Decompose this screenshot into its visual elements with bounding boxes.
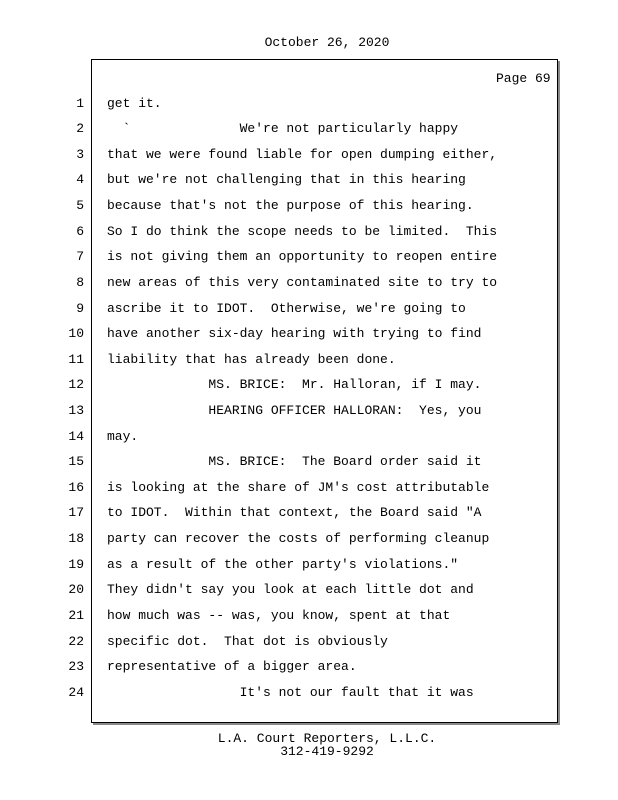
line-number-23: 23 — [68, 659, 84, 674]
transcript-line-19: as a result of the other party's violations." — [107, 557, 459, 572]
transcript-line-22: specific dot. That dot is obviously — [107, 634, 388, 649]
line-number-6: 6 — [76, 224, 84, 239]
line-number-17: 17 — [68, 505, 84, 520]
transcript-line-16: is looking at the share of JM's cost attributable — [107, 480, 490, 495]
line-number-2: 2 — [76, 121, 84, 136]
line-number-9: 9 — [76, 301, 84, 316]
line-number-13: 13 — [68, 403, 84, 418]
line-number-11: 11 — [68, 352, 84, 367]
transcript-line-14: may. — [107, 429, 139, 444]
line-number-7: 7 — [76, 249, 84, 264]
transcript-line-8: new areas of this very contaminated site to try to — [107, 275, 498, 290]
line-number-16: 16 — [68, 480, 84, 495]
transcript-line-3: that we were found liable for open dumping either, — [107, 147, 498, 162]
transcript-line-12: MS. BRICE: Mr. Halloran, if I may. — [107, 377, 482, 392]
line-number-15: 15 — [68, 454, 84, 469]
line-number-12: 12 — [68, 377, 84, 392]
transcript-line-9: ascribe it to IDOT. Otherwise, we're going to — [107, 301, 466, 316]
line-number-14: 14 — [68, 429, 84, 444]
transcript-line-5: because that's not the purpose of this hearing. — [107, 198, 474, 213]
line-number-8: 8 — [76, 275, 84, 290]
transcript-line-2: ` We're not particularly happy — [107, 121, 459, 136]
reporter-phone: 312-419-9292 — [280, 744, 374, 759]
line-number-5: 5 — [76, 198, 84, 213]
line-number-18: 18 — [68, 531, 84, 546]
transcript-line-18: party can recover the costs of performing cleanup — [107, 531, 490, 546]
transcript-line-20: They didn't say you look at each little dot and — [107, 582, 474, 597]
transcript-line-17: to IDOT. Within that context, the Board said "A — [107, 505, 482, 520]
transcript-line-11: liability that has already been done. — [107, 352, 396, 367]
transcript-line-15: MS. BRICE: The Board order said it — [107, 454, 482, 469]
line-number-20: 20 — [68, 582, 84, 597]
line-number-10: 10 — [68, 326, 84, 341]
line-number-22: 22 — [68, 634, 84, 649]
transcript-date: October 26, 2020 — [264, 35, 390, 50]
reporter-footer — [0, 732, 618, 758]
line-number-24: 24 — [68, 685, 84, 700]
line-number-19: 19 — [68, 557, 84, 572]
line-number-21: 21 — [68, 608, 84, 623]
transcript-line-24: It's not our fault that it was — [107, 685, 474, 700]
transcript-line-23: representative of a bigger area. — [107, 659, 357, 674]
transcript-line-6: So I do think the scope needs to be limited. This — [107, 224, 498, 239]
transcript-line-4: but we're not challenging that in this hearing — [107, 172, 466, 187]
transcript-line-7: is not giving them an opportunity to reopen entire — [107, 249, 498, 264]
transcript-line-10: have another six-day hearing with trying to find — [107, 326, 482, 341]
transcript-line-21: how much was -- was, you know, spent at that — [107, 608, 451, 623]
line-number-4: 4 — [76, 172, 84, 187]
reporter-company: L.A. Court Reporters, L.L.C. — [217, 731, 437, 746]
transcript-line-1: get it. — [107, 96, 162, 111]
transcript-line-13: HEARING OFFICER HALLORAN: Yes, you — [107, 403, 482, 418]
line-number-1: 1 — [76, 96, 84, 111]
page-number: Page 69 — [496, 71, 551, 86]
line-number-3: 3 — [76, 147, 84, 162]
